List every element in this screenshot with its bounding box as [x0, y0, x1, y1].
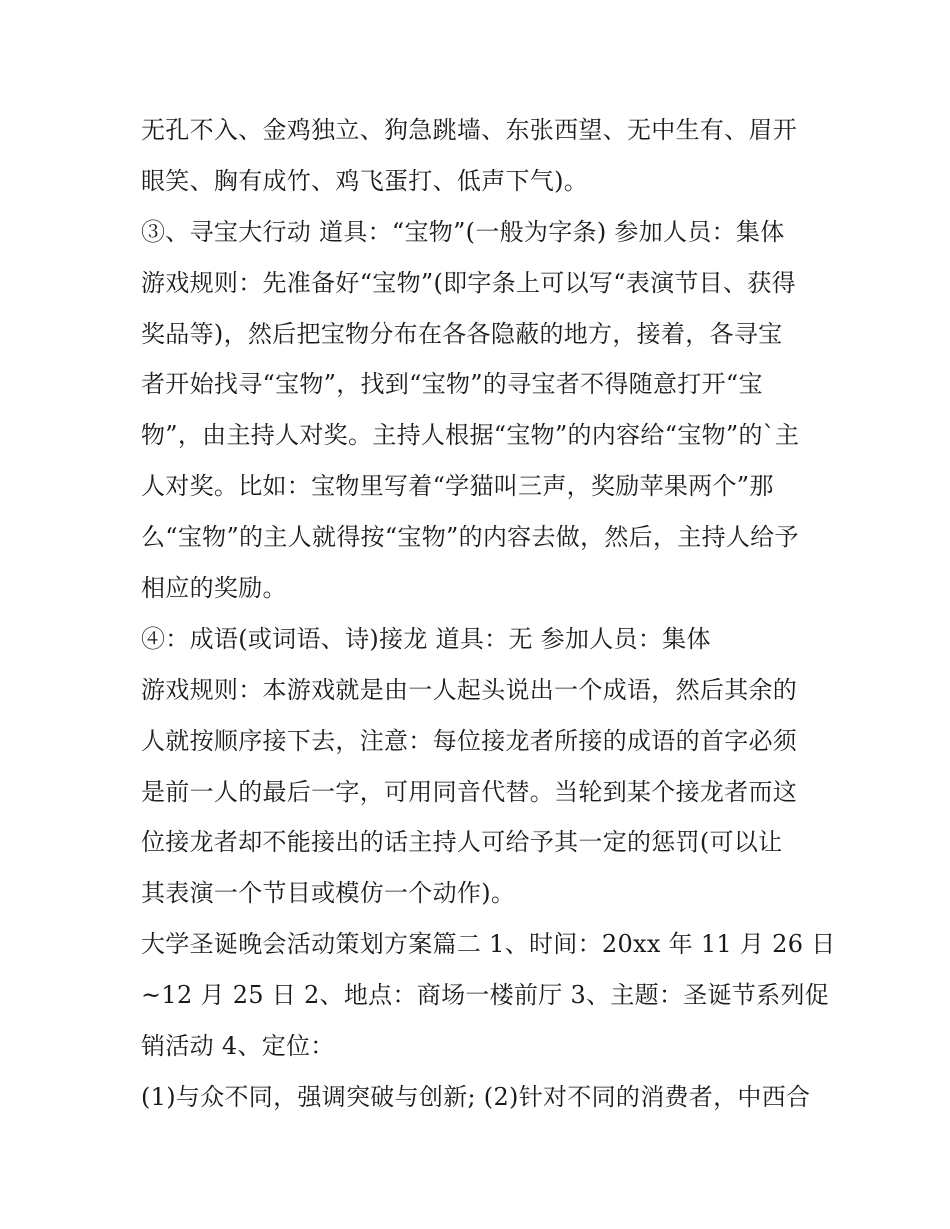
text-line: 么“宝物”的主人就得按“宝物”的内容去做，然后，主持人给予 — [141, 523, 799, 552]
document-body — [141, 107, 836, 1125]
text-line: ~12 月 25 日 2、地点：商场一楼前厅 3、主题：圣诞节系列促 — [141, 981, 830, 1010]
text-line: 相应的奖励。 — [141, 574, 287, 603]
text-line: 人对奖。比如：宝物里写着“学猫叫三声，奖励苹果两个”那 — [141, 472, 774, 501]
text-line: 游戏规则：本游戏就是由一人起头说出一个成语，然后其余的 — [141, 675, 798, 704]
text-line: 人就按顺序接下去，注意：每位接龙者所接的成语的首字必须 — [141, 726, 798, 755]
text-line: 其表演一个节目或模仿一个动作)。 — [141, 879, 516, 908]
text-line: 奖品等)，然后把宝物分布在各各隐蔽的地方，接着，各寻宝 — [141, 319, 783, 348]
text-line: 位接龙者却不能接出的话主持人可给予其一定的惩罚(可以让 — [141, 828, 783, 857]
text-line: ③、寻宝大行动 道具：“宝物”(一般为字条) 参加人员：集体 — [141, 217, 785, 246]
text-line: 者开始找寻“宝物”，找到“宝物”的寻宝者不得随意打开“宝 — [141, 370, 763, 399]
text-line: 眼笑、胸有成竹、鸡飞蛋打、低声下气)。 — [141, 166, 589, 195]
text-line: 大学圣诞晚会活动策划方案篇二 1、时间：20xx 年 11 月 26 日 — [141, 930, 836, 959]
text-line: 是前一人的最后一字，可用同音代替。当轮到某个接龙者而这 — [141, 777, 798, 806]
text-line: 无孔不入、金鸡独立、狗急跳墙、东张西望、无中生有、眉开 — [141, 116, 798, 144]
text-line: 游戏规则：先准备好“宝物”(即字条上可以写“表演节目、获得 — [141, 268, 796, 297]
text-line: (1)与众不同，强调突破与创新; (2)针对不同的消费者，中西合 — [141, 1082, 811, 1111]
text-line: 物”，由主持人对奖。主持人根据“宝物”的内容给“宝物”的`主 — [141, 421, 800, 450]
text-line: 销活动 4、定位： — [141, 1032, 335, 1061]
text-line: ④：成语(或词语、诗)接龙 道具：无 参加人员：集体 — [141, 624, 711, 653]
